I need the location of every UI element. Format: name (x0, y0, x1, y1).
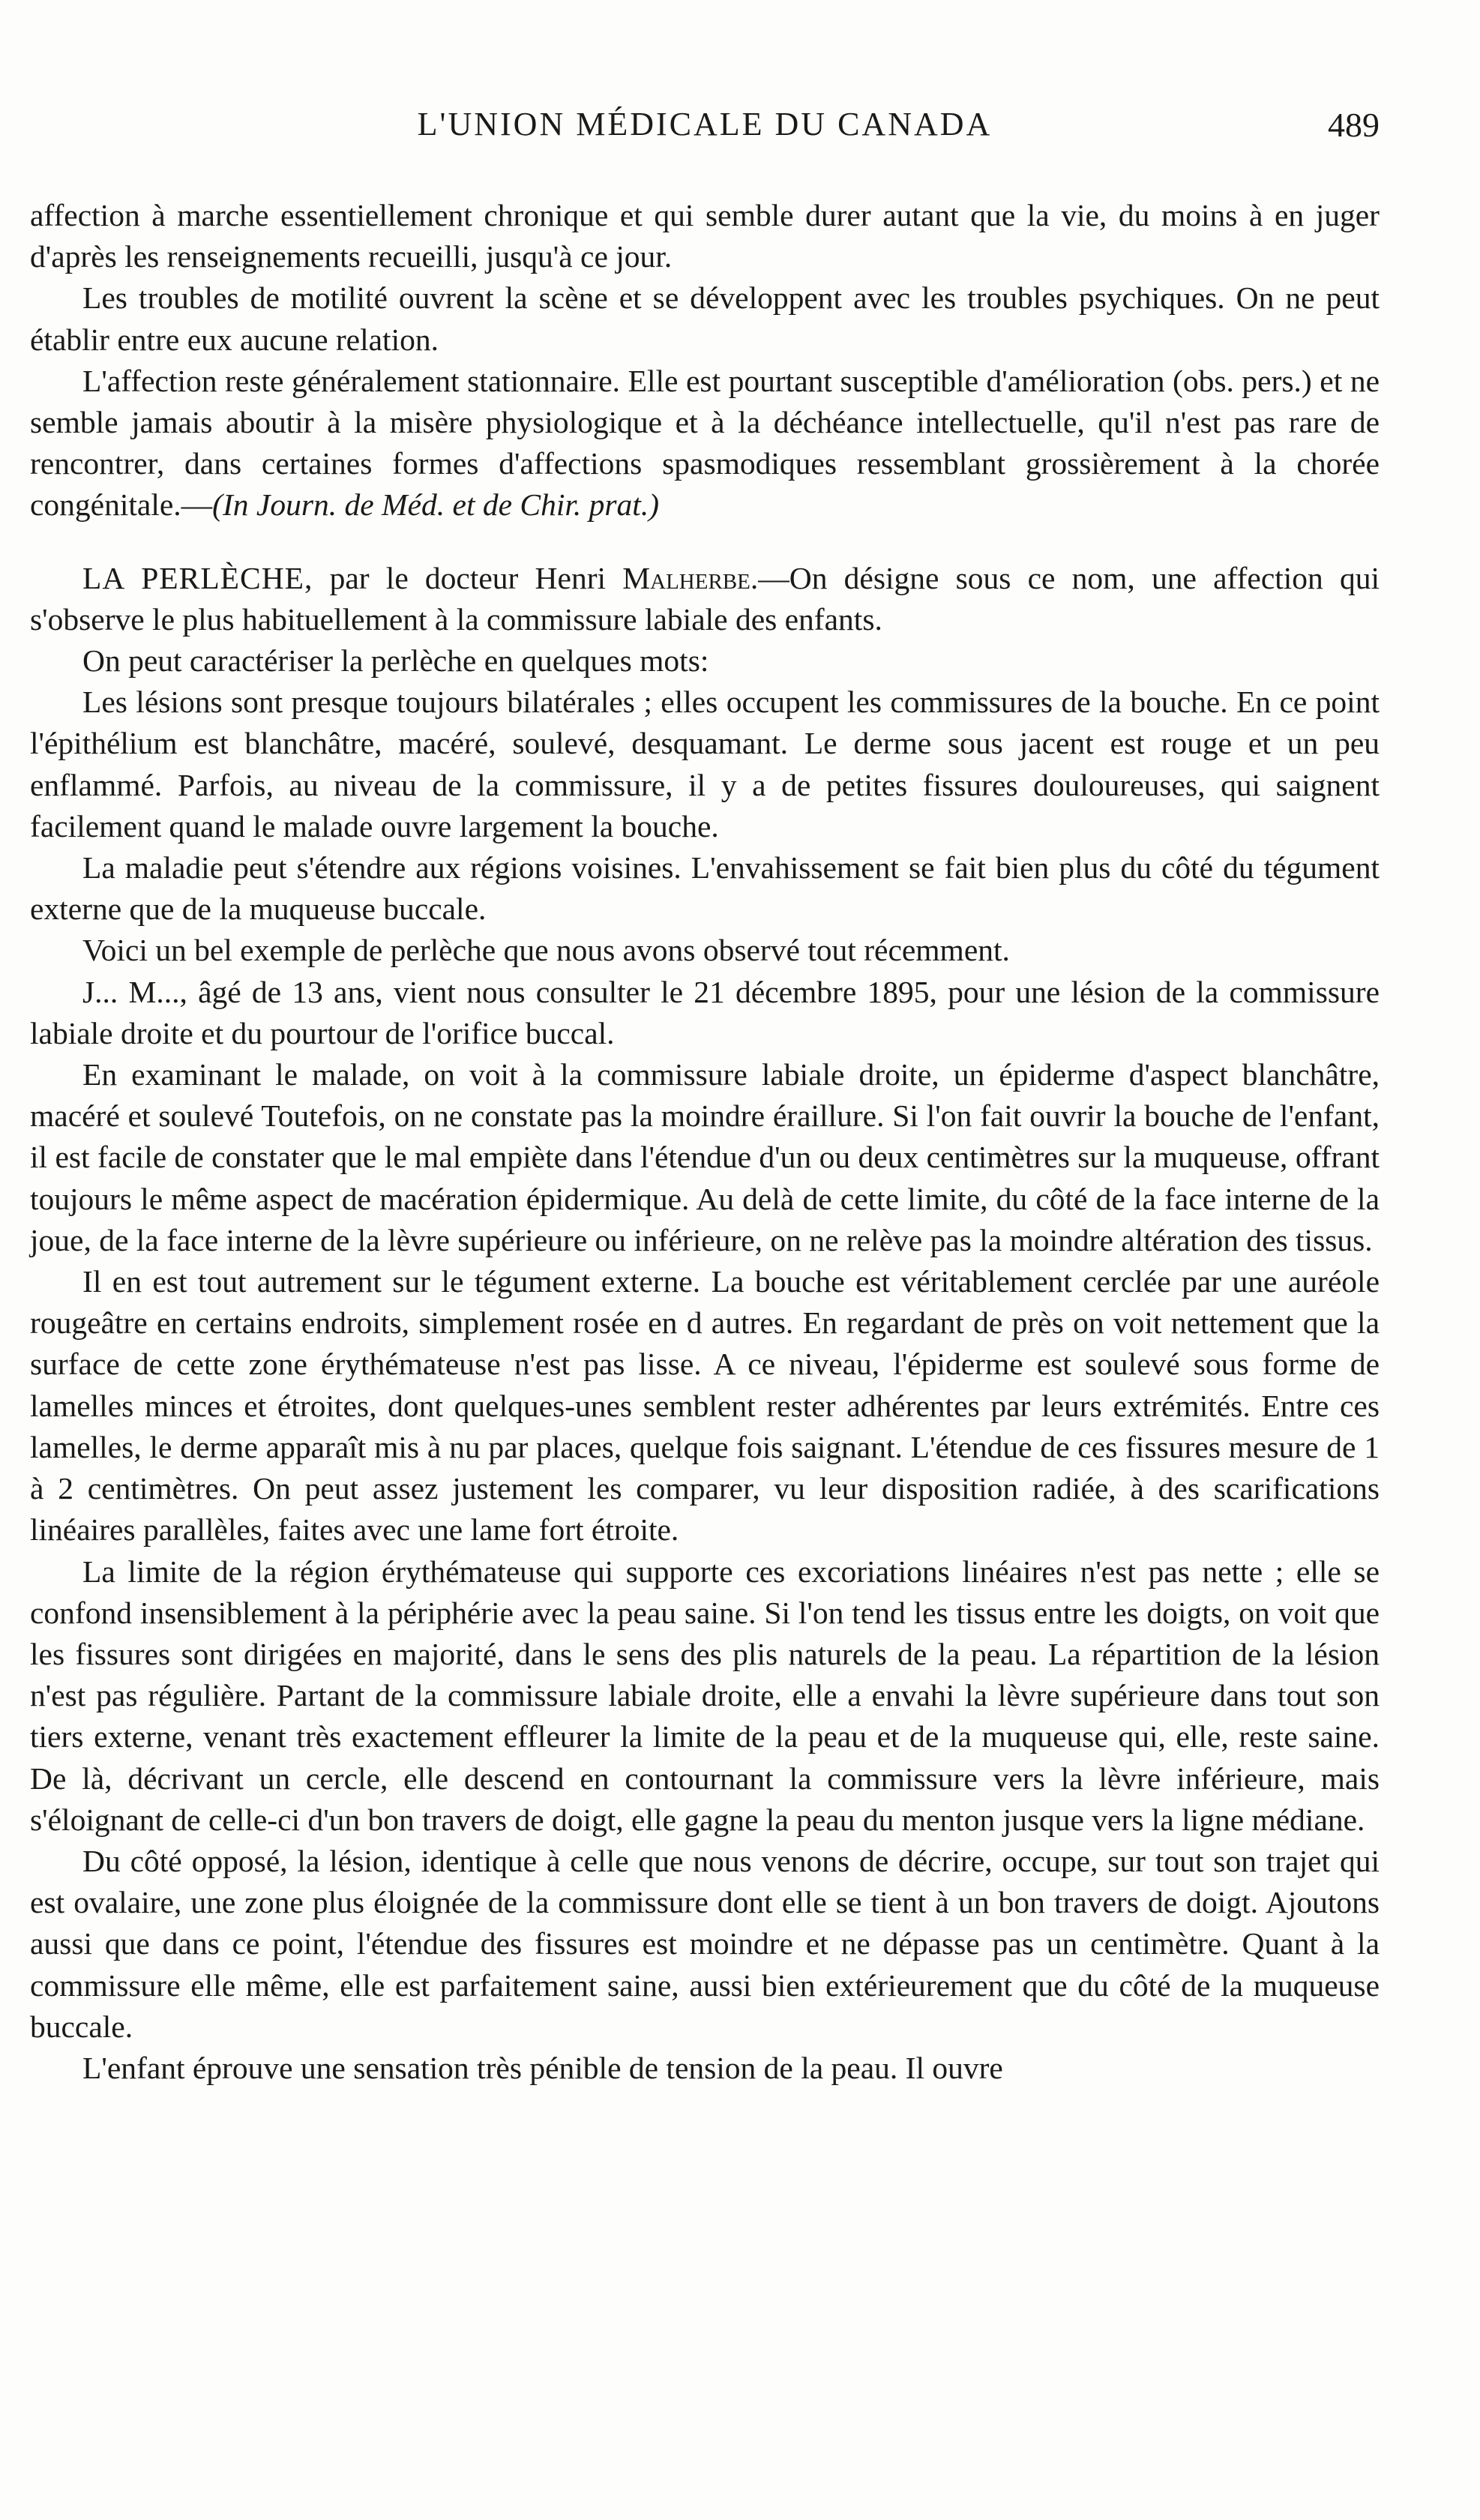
byline-prefix: par le docteur Henri (329, 560, 607, 595)
paragraph: Voici un bel exemple de perlèche que nous avons observé tout récemment. (82, 933, 1010, 968)
author-name: Malherbe (622, 560, 750, 595)
paragraph: La limite de la région érythémateuse qui supporte ces excoriations linéaires n'est pas nette ; elle se confond insensiblement à la périphérie avec la peau saine. Si l'on tend les tissus entre les doigts, on voit que les fissures sont dirigées en majorité, dans le sens des plis naturels de la peau. La répartition de la lésion n'est pas régulière. Partant de la commissure labiale droite, elle a envahi la lèvre supérieure dans tout son tiers externe, venant très exactement effleurer la limite de la peau et de la muqueuse qui, elle, reste saine. De là, décrivant un cercle, elle descend en contournant la commissure vers la lèvre inférieure, mais s'éloignant de celle-ci d'un bon travers de doigt, elle gagne la peau du menton jusque vers la ligne médiane. (30, 1554, 1380, 1837)
paragraph: La maladie peut s'étendre aux régions voisines. L'envahissement se fait bien plus du côté du tégument externe que de la muqueuse buccale. (30, 850, 1380, 927)
paragraph: En examinant le malade, on voit à la commissure labiale droite, un épiderme d'aspect blanchâtre, macéré et soulevé Toutefois, on ne constate pas la moindre éraillure. Si l'on fait ouvrir la bouche de l'enfant, il est facile de constater que le mal empiète dans l'étendue d'un ou deux centimètres sur la muqueuse, offrant toujours le même aspect de macération épidermique. Au delà de cette limite, du côté de la face interne de la joue, de la face interne de la lèvre supérieure ou inférieure, on ne relève pas la moindre altération des tissus. (30, 1057, 1380, 1257)
article-title: LA PERLÈCHE, (82, 560, 313, 595)
running-title: L'UNION MÉDICALE DU CANADA (417, 106, 993, 142)
paragraph: On peut caractériser la perlèche en quelques mots: (82, 643, 709, 679)
section-gap (30, 526, 1380, 558)
paragraph: J... M..., âgé de 13 ans, vient nous consulter le 21 décembre 1895, pour une lésion de la commissure labiale droite et du pourtour de l'orifice buccal. (30, 974, 1380, 1050)
paragraph: Les lésions sont presque toujours bilatérales ; elles occupent les commissures de la bouche. En ce point l'épithélium est blanchâtre, macéré, soulevé, desquamant. Le derme sous jacent est rouge et un peu enflammé. Parfois, au niveau de la commissure, il y a de petites fissures douloureuses, qui saignent facilement quand le malade ouvre largement la bouche. (30, 685, 1380, 843)
intro-text: .—On désigne sous ce nom, une affection qui s'observe le plus habituellement à la commissure labiale des enfants. (30, 560, 1380, 637)
article-intro (30, 558, 1380, 640)
paragraph: Les troubles de motilité ouvrent la scène et se développent avec les troubles psychiques. On ne peut établir entre eux aucune relation. (30, 280, 1380, 357)
paragraph-text: L'affection reste généralement stationnaire. Elle est pourtant susceptible d'amélioration (obs. pers.) et ne semble jamais aboutir à la misère physiologique et à la déchéance intellectuelle, qu'il n'est pas rare de rencontrer, dans certaines formes d'affections spasmodiques ressemblant grossièrement à la chorée congénitale.— (30, 363, 1380, 523)
running-head (30, 105, 1380, 150)
paragraph: Du côté opposé, la lésion, identique à celle que nous venons de décrire, occupe, sur tout son trajet qui est ovalaire, une zone plus éloignée de la commissure dont elle se tient à un bon travers de doigt. Ajoutons aussi que dans ce point, l'étendue des fissures est moindre et ne dépasse pas un centimètre. Quant à la commissure elle même, elle est parfaitement saine, aussi bien extérieurement que du côté de la muqueuse buccale. (30, 1843, 1380, 2044)
paragraph: Il en est tout autrement sur le tégument externe. La bouche est véritablement cerclée par une auréole rougeâtre en certains endroits, simplement rosée en d autres. En regardant de près on voit nettement que la surface de cette zone érythémateuse n'est pas lisse. A ce niveau, l'épiderme est soulevé sous forme de lamelles minces et étroites, dont quelques-unes semblent rester adhérentes par leurs extrémités. Entre ces lamelles, le derme apparaît mis à nu par places, quelque fois saignant. L'étendue de ces fissures mesure de 1 à 2 centimètres. On peut assez justement les comparer, vu leur disposition radiée, à des scarifications linéaires parallèles, faites avec une lame fort étroite. (30, 1264, 1380, 1548)
paragraph (30, 361, 1380, 526)
paragraph: affection à marche essentiellement chronique et qui semble durer autant que la vie, du moins à en juger d'après les renseignements recueilli, jusqu'à ce jour. (30, 198, 1380, 274)
citation: (In Journ. de Méd. et de Chir. prat.) (212, 487, 660, 523)
body-text (30, 195, 1380, 2089)
page-number: 489 (1328, 106, 1380, 144)
paragraph: L'enfant éprouve une sensation très pénible de tension de la peau. Il ouvre (82, 2050, 1003, 2085)
